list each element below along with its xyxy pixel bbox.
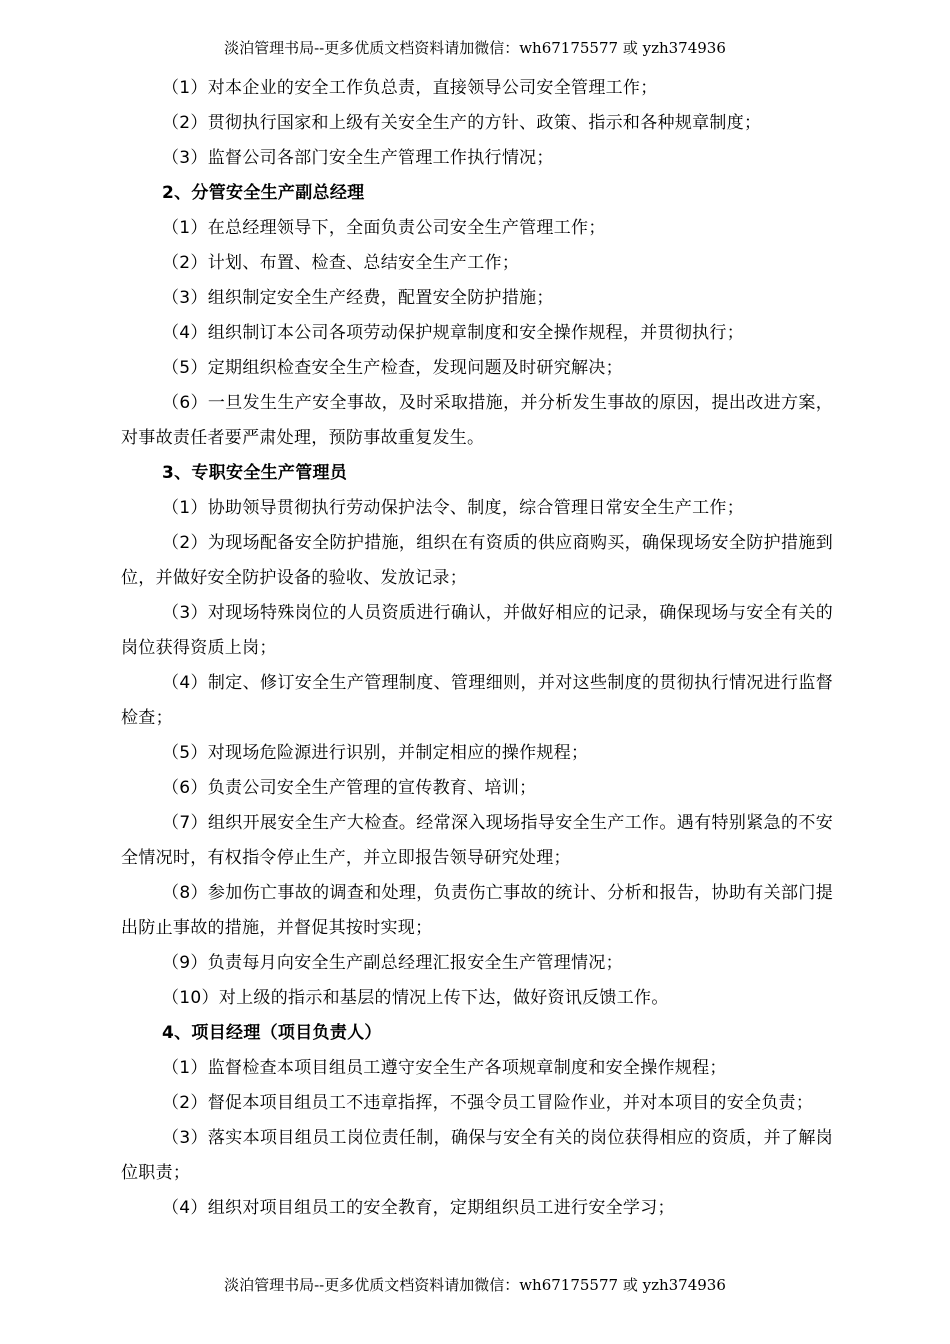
paragraph: （3）组织制定安全生产经费，配置安全防护措施； xyxy=(162,288,554,308)
paragraph: （1）对本企业的安全工作负总责，直接领导公司安全管理工作； xyxy=(162,78,658,98)
paragraph: （6）负责公司安全生产管理的宣传教育、培训； xyxy=(162,778,537,798)
paragraph: （3）监督公司各部门安全生产管理工作执行情况； xyxy=(162,148,554,168)
paragraph: （2）督促本项目组员工不违章指挥，不强令员工冒险作业，并对本项目的安全负责； xyxy=(162,1093,814,1113)
paragraph: （2）贯彻执行国家和上级有关安全生产的方针、政策、指示和各种规章制度； xyxy=(162,113,762,133)
paragraph: （10）对上级的指示和基层的情况上传下达，做好资讯反馈工作。 xyxy=(162,988,669,1008)
page-footer: 淡泊管理书局--更多优质文档资料请加微信：wh67175577 或 yzh374936 xyxy=(224,1276,726,1294)
paragraph: （2）为现场配备安全防护措施，组织在有资质的供应商购买，确保现场安全防护措施到位，并做好安全防护设备的验收、发放记录； xyxy=(121,533,833,588)
paragraph: （1）在总经理领导下，全面负责公司安全生产管理工作； xyxy=(162,218,606,238)
paragraph: （8）参加伤亡事故的调查和处理，负责伤亡事故的统计、分析和报告，协助有关部门提出防止事故的措施，并督促其按时实现； xyxy=(121,883,833,938)
paragraph: （4）组织制订本公司各项劳动保护规章制度和安全操作规程，并贯彻执行； xyxy=(162,323,745,343)
paragraph: （1）协助领导贯彻执行劳动保护法令、制度，综合管理日常安全生产工作； xyxy=(162,498,745,518)
section-heading: 2、分管安全生产副总经理 xyxy=(162,183,365,203)
paragraph: （5）定期组织检查安全生产检查，发现问题及时研究解决； xyxy=(162,358,623,378)
paragraph: （6）一旦发生生产安全事故，及时采取措施，并分析发生事故的原因，提出改进方案，对事故责任者要严肃处理，预防事故重复发生。 xyxy=(121,393,833,448)
paragraph: （3）落实本项目组员工岗位责任制，确保与安全有关的岗位获得相应的资质，并了解岗位职责； xyxy=(121,1128,833,1183)
paragraph: （1）监督检查本项目组员工遵守安全生产各项规章制度和安全操作规程； xyxy=(162,1058,727,1078)
paragraph: （3）对现场特殊岗位的人员资质进行确认，并做好相应的记录，确保现场与安全有关的岗位获得资质上岗； xyxy=(121,603,833,658)
paragraph: （4）制定、修订安全生产管理制度、管理细则，并对这些制度的贯彻执行情况进行监督检查； xyxy=(121,673,833,728)
paragraph: （2）计划、布置、检查、总结安全生产工作； xyxy=(162,253,520,273)
paragraph: （5）对现场危险源进行识别，并制定相应的操作规程； xyxy=(162,743,589,763)
paragraph: （4）组织对项目组员工的安全教育，定期组织员工进行安全学习； xyxy=(162,1198,675,1218)
section-heading: 4、项目经理（项目负责人） xyxy=(162,1023,382,1043)
document-body xyxy=(121,71,833,1226)
section-heading: 3、专职安全生产管理员 xyxy=(162,463,348,483)
page-header: 淡泊管理书局--更多优质文档资料请加微信：wh67175577 或 yzh374936 xyxy=(224,39,726,57)
paragraph: （7）组织开展安全生产大检查。经常深入现场指导安全生产工作。遇有特别紧急的不安全情况时，有权指令停止生产，并立即报告领导研究处理； xyxy=(121,813,833,868)
paragraph: （9）负责每月向安全生产副总经理汇报安全生产管理情况； xyxy=(162,953,623,973)
